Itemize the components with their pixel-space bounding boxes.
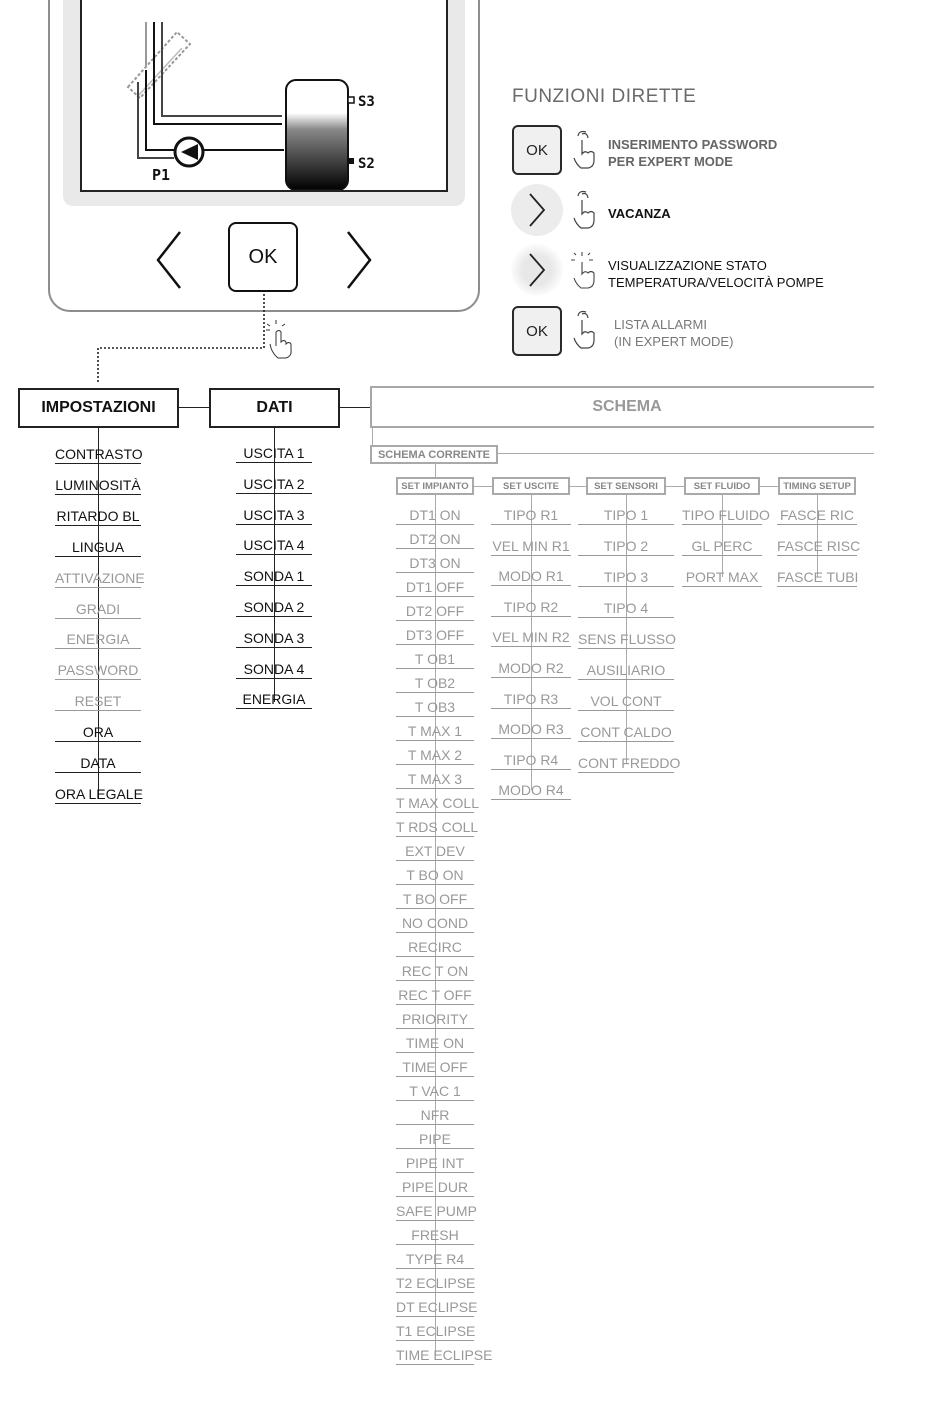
schema-item[interactable]: TIPO R2	[491, 599, 571, 617]
schema-item[interactable]: T1 ECLIPSE	[396, 1323, 476, 1339]
dati-item[interactable]: SONDA 2	[236, 599, 312, 617]
schema-item[interactable]: GL PERC	[682, 538, 762, 556]
hand-press-icon	[570, 310, 604, 350]
ok-button[interactable]: OK	[228, 222, 298, 292]
group-connector	[666, 486, 684, 487]
fd-right-button-1[interactable]	[511, 184, 563, 236]
schema-item[interactable]: REC T OFF	[396, 987, 474, 1005]
schema-item[interactable]: T RDS COLL	[396, 819, 479, 835]
impostazioni-header[interactable]: IMPOSTAZIONI	[18, 388, 179, 428]
schema-item[interactable]: T OB2	[396, 675, 474, 693]
connector-line	[340, 407, 370, 408]
impostazioni-item[interactable]: ENERGIA	[55, 631, 141, 649]
schema-item[interactable]: PIPE DUR	[396, 1179, 474, 1197]
schema-item[interactable]: MODO R1	[491, 568, 571, 586]
fd-text-4: LISTA ALLARMI (IN EXPERT MODE)	[614, 317, 734, 349]
schema-item[interactable]: TIME ECLIPSE	[396, 1347, 493, 1363]
hand-hold-icon	[570, 250, 604, 290]
schema-group-trunk	[626, 495, 627, 763]
dati-item[interactable]: ENERGIA	[236, 691, 312, 709]
dati-item[interactable]: USCITA 2	[236, 476, 312, 494]
storage-tank-icon	[286, 80, 348, 190]
schema-item[interactable]: MODO R4	[491, 782, 571, 800]
schema-item[interactable]: DT3 OFF	[396, 627, 474, 645]
schema-item[interactable]: T VAC 1	[396, 1083, 474, 1101]
dati-item[interactable]: USCITA 4	[236, 537, 312, 555]
funzioni-dirette-title: FUNZIONI DIRETTE	[512, 86, 697, 107]
schema-corrente-header[interactable]: SCHEMA CORRENTE	[370, 445, 498, 464]
schema-group-header[interactable]: TIMING SETUP	[778, 477, 856, 495]
dati-item[interactable]: USCITA 3	[236, 507, 312, 525]
schema-item[interactable]: PRIORITY	[396, 1011, 474, 1029]
schema-item[interactable]: PIPE INT	[396, 1155, 474, 1173]
schema-item[interactable]: SENS FLUSSO	[578, 631, 677, 647]
schema-item[interactable]: T MAX COLL	[396, 795, 479, 811]
group-connector	[474, 486, 492, 487]
schema-item[interactable]: SAFE PUMP	[396, 1203, 477, 1219]
schema-item[interactable]: REC T ON	[396, 963, 474, 981]
hand-press-icon	[570, 130, 604, 170]
impostazioni-item[interactable]: LUMINOSITÀ	[55, 476, 141, 493]
fd-text-3: VISUALIZZAZIONE STATO TEMPERATURA/VELOCITÀ POMPE	[608, 258, 824, 290]
schema-item[interactable]: T MAX 1	[396, 723, 474, 741]
connector-line	[179, 407, 209, 408]
fd-ok-button-2[interactable]: OK	[512, 306, 562, 356]
schema-item[interactable]: EXT DEV	[396, 843, 474, 861]
schema-item[interactable]: CONT CALDO	[578, 724, 674, 742]
schema-item[interactable]: CONT FREDDO	[578, 755, 681, 771]
schema-item[interactable]: T2 ECLIPSE	[396, 1275, 476, 1291]
label-s2: S2	[358, 156, 375, 172]
impostazioni-item[interactable]: ORA	[55, 724, 141, 742]
group-connector	[760, 486, 778, 487]
schema-item[interactable]: FASCE RIC	[777, 507, 857, 525]
schema-item[interactable]: MODO R3	[491, 721, 571, 739]
schema-corrente-stem	[435, 464, 436, 478]
impostazioni-item[interactable]: PASSWORD	[55, 662, 141, 680]
hand-press-icon	[570, 190, 604, 230]
dati-item[interactable]: USCITA 1	[236, 445, 312, 463]
pump-icon	[175, 138, 203, 166]
schema-group-header[interactable]: SET IMPIANTO	[396, 477, 474, 495]
schema-group-header[interactable]: SET SENSORI	[586, 477, 666, 495]
schema-item[interactable]: T OB1	[396, 651, 474, 669]
impostazioni-item[interactable]: DATA	[55, 755, 141, 773]
chevron-right-icon	[526, 252, 548, 288]
impostazioni-item[interactable]: ATTIVAZIONE	[55, 569, 145, 586]
schema-header-box	[370, 386, 874, 428]
schema-item[interactable]: DT2 ON	[396, 531, 474, 549]
label-p1: P1	[152, 166, 171, 184]
chevron-right-icon	[526, 192, 548, 228]
dati-item[interactable]: SONDA 3	[236, 630, 312, 648]
group-connector	[570, 486, 586, 487]
fd-ok-button-1[interactable]: OK	[512, 125, 562, 175]
schema-item[interactable]: TIPO R3	[491, 691, 571, 709]
fd-text-1: INSERIMENTO PASSWORD PER EXPERT MODE	[608, 137, 778, 169]
schema-item[interactable]: PORT MAX	[682, 569, 762, 587]
schema-item[interactable]: T BO ON	[396, 867, 474, 885]
impostazioni-item[interactable]: RITARDO BL	[56, 507, 140, 524]
schema-item[interactable]: TIPO 2	[578, 538, 674, 556]
schema-item[interactable]: FASCE TUBI	[777, 568, 859, 585]
schema-item[interactable]: VEL MIN R1	[492, 537, 570, 554]
impostazioni-item[interactable]: ORA LEGALE	[55, 785, 143, 802]
schema-group-header[interactable]: SET FLUIDO	[684, 477, 760, 495]
schema-item[interactable]: T MAX 2	[396, 747, 474, 765]
schema-item[interactable]: TIPO 3	[578, 569, 674, 587]
dati-item[interactable]: SONDA 1	[236, 568, 312, 586]
impostazioni-item[interactable]: RESET	[55, 693, 141, 711]
left-arrow-button[interactable]	[150, 228, 190, 292]
schema-item[interactable]: DT1 ON	[396, 507, 474, 525]
schema-item[interactable]: DT ECLIPSE	[396, 1299, 478, 1315]
right-arrow-button[interactable]	[338, 228, 378, 292]
impostazioni-item[interactable]: CONTRASTO	[55, 446, 143, 462]
schema-group-header[interactable]: SET USCITE	[492, 477, 570, 495]
schema-item[interactable]: T OB3	[396, 699, 474, 717]
schema-corrente-line	[498, 453, 874, 454]
schema-header[interactable]: SCHEMA	[592, 398, 662, 415]
solar-system-schematic	[82, 0, 446, 190]
schema-item[interactable]: DT1 OFF	[396, 579, 474, 597]
schema-item[interactable]: FRESH	[396, 1227, 474, 1245]
schema-item[interactable]: TIPO 4	[578, 600, 674, 618]
schema-trunk	[372, 428, 373, 446]
impostazioni-item[interactable]: GRADI	[55, 601, 141, 619]
dati-item[interactable]: SONDA 4	[236, 661, 312, 679]
schema-item[interactable]: TIPO 1	[578, 507, 674, 525]
schema-item[interactable]: NO COND	[396, 915, 474, 933]
schema-item[interactable]: TIPO FLUIDO	[682, 507, 770, 523]
schema-item[interactable]: FASCE RISC	[777, 537, 861, 554]
schema-item[interactable]: NFR	[396, 1107, 474, 1125]
schema-item[interactable]: TYPE R4	[396, 1251, 474, 1269]
fd-text-2: VACANZA	[608, 206, 671, 221]
schema-item[interactable]: T BO OFF	[396, 891, 474, 909]
pipe-lines	[138, 22, 284, 158]
dati-header[interactable]: DATI	[209, 388, 340, 428]
schema-item[interactable]: PIPE	[396, 1131, 474, 1149]
schema-item[interactable]: TIPO R4	[491, 752, 571, 770]
schema-item[interactable]: TIPO R1	[491, 507, 571, 525]
label-s3: S3	[358, 94, 375, 110]
schema-item[interactable]: TIME OFF	[396, 1059, 474, 1077]
impostazioni-item[interactable]: LINGUA	[55, 539, 141, 557]
schema-item[interactable]: DT2 OFF	[396, 603, 474, 621]
hand-press-icon	[266, 316, 306, 360]
schema-item[interactable]: VEL MIN R2	[492, 629, 570, 646]
schema-item[interactable]: AUSILIARIO	[578, 662, 674, 680]
schema-item[interactable]: MODO R2	[491, 660, 571, 678]
schema-item[interactable]: RECIRC	[396, 939, 474, 957]
lcd-screen	[80, 0, 448, 192]
schema-item[interactable]: TIME ON	[396, 1035, 474, 1053]
schema-item[interactable]: T MAX 3	[396, 771, 474, 789]
fd-right-button-2[interactable]	[511, 244, 563, 296]
schema-item[interactable]: DT3 ON	[396, 555, 474, 573]
schema-item[interactable]: VOL CONT	[578, 693, 674, 711]
